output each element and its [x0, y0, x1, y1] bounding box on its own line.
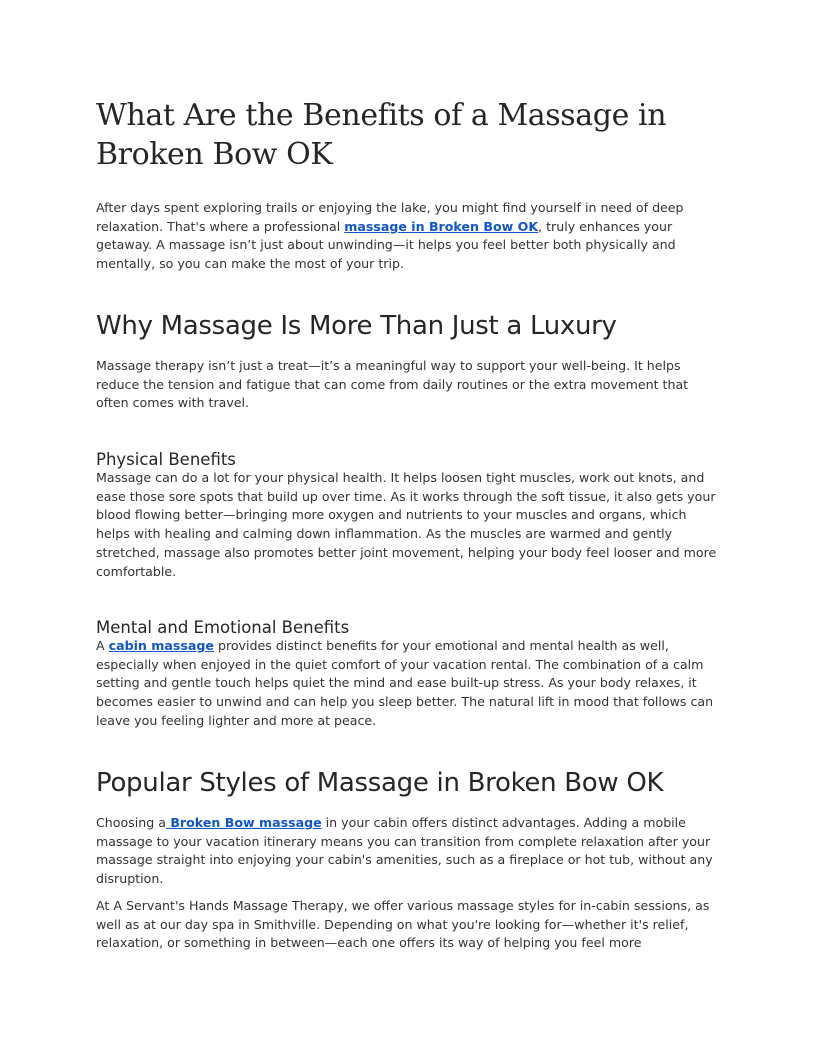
popular-styles-paragraph-1 — [96, 814, 722, 889]
massage-broken-bow-link[interactable]: massage in Broken Bow OK — [344, 218, 539, 234]
broken-bow-massage-link[interactable]: Broken Bow massage — [165, 815, 322, 830]
intro-paragraph — [96, 199, 722, 274]
popular-styles-paragraph-2: At A Servant's Hands Massage Therapy, we offer various massage styles for in-cabin sessions, as well as at our day spa in Smithville. Depending on what you're looking for—whether it's relief, relaxation, or something in between—each one offers its way of helping you feel more — [96, 898, 710, 951]
subheading-physical-benefits: Physical Benefits — [96, 450, 236, 469]
page-title: What Are the Benefits of a Massage in Broken Bow OK — [96, 98, 667, 172]
section-heading-luxury: Why Massage Is More Than Just a Luxury — [96, 311, 617, 341]
luxury-paragraph: Massage therapy isn’t just a treat—it’s a meaningful way to support your well-being. It helps reduce the tension and fatigue that can come from daily routines or the extra movement that often comes with travel. — [96, 358, 689, 411]
cabin-massage-link[interactable]: cabin massage — [108, 638, 214, 653]
subheading-mental-benefits: Mental and Emotional Benefits — [96, 618, 350, 637]
mental-text-before: A — [96, 638, 109, 653]
physical-benefits-paragraph: Massage can do a lot for your physical health. It helps loosen tight muscles, work out knots, and ease those sore spots that build up over time. As it works through the soft tissue, it also gets your blood flowing better—bringing more oxygen and nutrients to your muscles and organs, which helps with healing and calming down inflammation. As the muscles are warmed and gently stretched, massage also promotes better joint movement, helping your body feel looser and more comfortable. — [96, 470, 717, 579]
intro-text-after: , truly enhances your getaway. A massage isn’t just about unwinding—it helps you feel better both physically and mentally, so you can make the most of your trip. — [96, 218, 676, 272]
styles-text-before: Choosing a — [96, 815, 166, 830]
intro-text-before: After days spent exploring trails or enjoying the lake, you might find yourself in need of deep relaxation. That's where a professional — [96, 200, 684, 234]
styles-text-after: in your cabin offers distinct advantages. Adding a mobile massage to your vacation itinerary means you can transition from complete relaxation after your massage straight into enjoying your cabin's amenities, such as a fireplace or hot tub, without any disruption. — [96, 815, 713, 887]
section-heading-popular-styles: Popular Styles of Massage in Broken Bow OK — [96, 768, 664, 798]
mental-benefits-paragraph — [96, 637, 722, 731]
mental-text-after: provides distinct benefits for your emotional and mental health as well, especially when enjoyed in the quiet comfort of your vacation rental. The combination of a calm setting and gentle touch helps quiet the mind and ease built-up stress. As your body relaxes, it becomes easier to unwind and can help you sleep better. The natural lift in mood that follows can leave you feeling lighter and more at peace. — [96, 638, 714, 728]
